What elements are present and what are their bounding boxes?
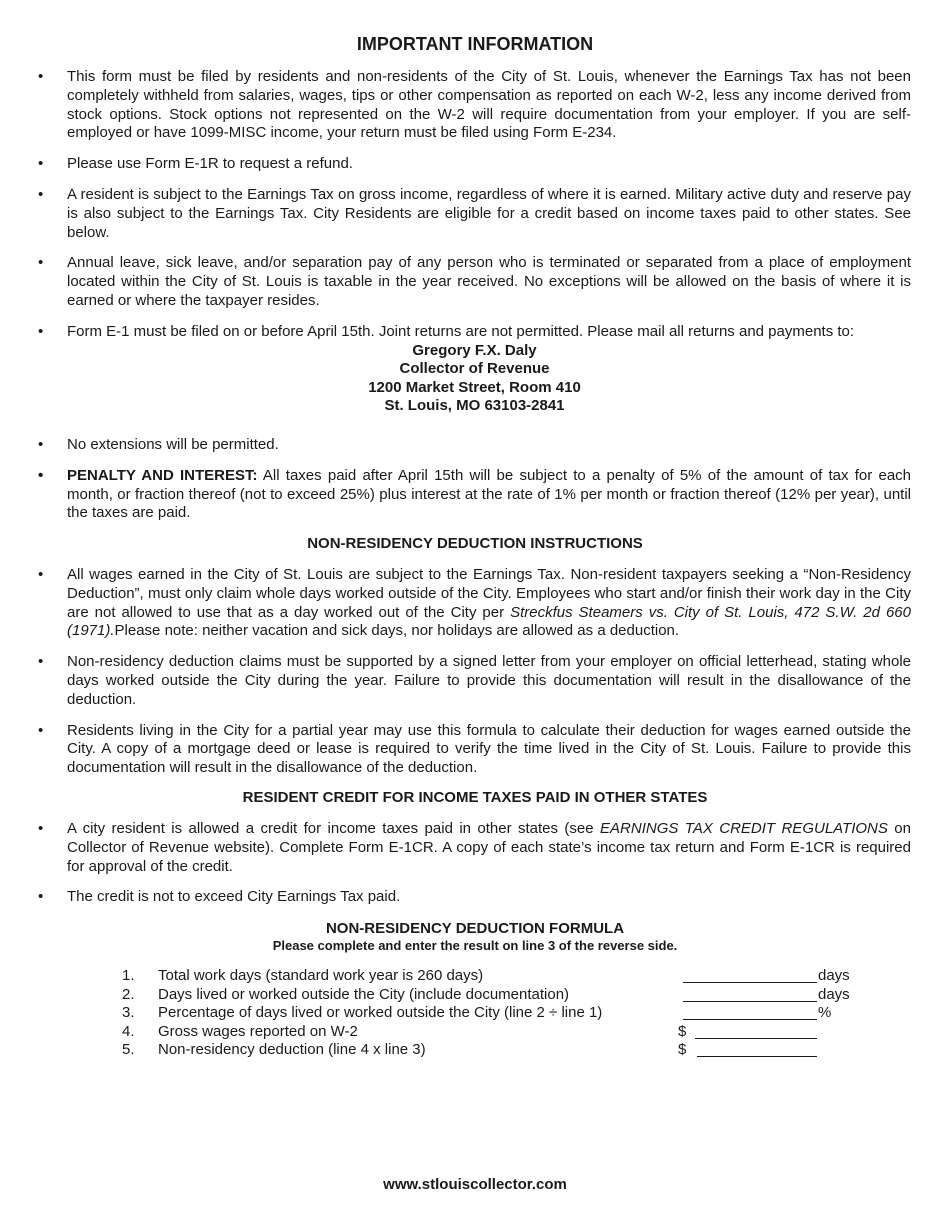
list-item — [38, 888, 911, 907]
list-item — [38, 820, 911, 876]
bullet-icon: • — [38, 322, 44, 340]
list-item — [38, 467, 911, 523]
list-item — [38, 436, 911, 455]
row-number: 1. — [122, 967, 135, 984]
bullet-icon: • — [38, 566, 44, 583]
gross-wages-field[interactable] — [695, 1038, 817, 1039]
row-number: 3. — [122, 1004, 135, 1022]
list-item-text: The credit is not to exceed City Earnings Tax paid. — [67, 888, 401, 906]
address-line: Collector of Revenue — [399, 360, 550, 378]
row-number: 2. — [122, 985, 135, 1003]
list-item-text: A city resident is allowed a credit for income taxes paid in other states (see — [67, 820, 601, 837]
footer-url: www.stlouiscollector.com — [383, 1176, 567, 1193]
nonresidency-deduction-field[interactable] — [697, 1056, 817, 1057]
days-outside-field[interactable] — [683, 1001, 817, 1002]
row-label: Gross wages reported on W-2 — [158, 1022, 358, 1040]
row-number: 5. — [122, 1041, 135, 1059]
extension-penalty-list — [38, 436, 911, 523]
row-unit: % — [818, 1004, 832, 1022]
list-item-text: No extensions will be permitted. — [67, 436, 279, 453]
list-item — [38, 254, 911, 310]
bullet-icon: • — [38, 254, 44, 272]
list-item — [38, 323, 911, 416]
section-heading: RESIDENT CREDIT FOR INCOME TAXES PAID IN OTHER STATES — [242, 789, 708, 806]
formula-row — [122, 967, 862, 986]
formula-row — [122, 1041, 862, 1060]
total-work-days-field[interactable] — [683, 982, 817, 983]
list-item — [38, 722, 911, 778]
section-heading: NON-RESIDENCY DEDUCTION INSTRUCTIONS — [307, 535, 643, 552]
percentage-field[interactable] — [683, 1019, 817, 1020]
list-item-text: This form must be filed by residents and non-residents of the City of St. Louis, whenever the Earnings Tax has not been completely withheld from salaries, wages, tips or other compensation as reported on each W-2, less any income derived from stock options. Stock options not represented on the W-2 will require documentation from your employer. If you are self-employed or have 1099-MISC income, your return must be filed using Form E-234. — [67, 68, 911, 142]
row-unit: days — [818, 967, 850, 984]
bullet-icon: • — [38, 68, 44, 85]
list-item-text: All wages earned in the City of St. Louis are subject to the Earnings Tax. Non-resident taxpayers seeking a “Non-Residency Deduction”, must only claim whole days worked outside of the City. Employees who start and/or finish their work day in the City are not allowed to use that as a day worked out of the City per — [67, 566, 911, 621]
list-item-text: Please use Form E-1R to request a refund. — [67, 155, 353, 173]
regulation-reference: EARNINGS TAX CREDIT REGULATIONS — [600, 820, 888, 837]
row-label: Days lived or worked outside the City (include documentation) — [158, 985, 570, 1003]
row-label: Non-residency deduction (line 4 x line 3) — [158, 1041, 426, 1059]
list-item-text: Form E-1 must be filed on or before April 15th. Joint returns are not permitted. Please mail all returns and payments to: — [67, 322, 855, 340]
important-info-list — [38, 68, 911, 428]
address-line: 1200 Market Street, Room 410 — [368, 378, 581, 396]
list-item-text: Residents living in the City for a partial year may use this formula to calculate their deduction for wages earned outside the City. A copy of a mortgage deed or lease is required to verify the time lived in the City of St. Louis. Failure to provide this documentation will result in the disallowance of the deduction. — [67, 721, 911, 777]
case-citation: Streckfus Steamers vs. City of St. Louis, 472 S.W. 2d 660 (1971). — [67, 603, 911, 640]
formula-row — [122, 986, 862, 1005]
formula-heading: NON-RESIDENCY DEDUCTION FORMULA — [325, 920, 625, 937]
row-label: Percentage of days lived or worked outside the City (line 2 ÷ line 1) — [158, 1004, 603, 1022]
bullet-icon: • — [38, 185, 44, 203]
formula-subheading: Please complete and enter the result on line 3 of the reverse side. — [272, 938, 678, 953]
bullet-icon: • — [38, 653, 44, 671]
list-item-text: Annual leave, sick leave, and/or separation pay of any person who is terminated or separated from a place of employment located within the City of St. Louis is taxable in the year received. No exceptions will be allowed on the basis of where it is earned or where the taxpayer resides. — [67, 254, 911, 309]
list-item — [38, 653, 911, 709]
list-item — [38, 155, 911, 174]
address-line: Gregory F.X. Daly — [412, 341, 537, 359]
row-prefix: $ — [678, 1041, 687, 1059]
formula-row — [122, 1004, 862, 1023]
formula-table — [122, 967, 862, 1060]
row-label: Total work days (standard work year is 260 days) — [158, 967, 484, 984]
bullet-icon: • — [38, 888, 44, 906]
bullet-icon: • — [38, 155, 44, 173]
list-item — [38, 566, 911, 641]
formula-row — [122, 1023, 862, 1042]
nonresidency-list — [38, 566, 911, 778]
list-item-text: Non-residency deduction claims must be supported by a signed letter from your employer on official letterhead, stating whole days worked outside the City during the year. Failure to provide this documentation will result in the disallowance of the deduction. — [67, 653, 911, 708]
address-line: St. Louis, MO 63103-2841 — [384, 397, 565, 415]
list-item-text: on Collector of Revenue website). Complete Form E-1CR. A copy of each state’s income tax return and Form E-1CR is required for approval of the credit. — [67, 820, 911, 875]
row-unit: days — [818, 985, 850, 1003]
mailing-address — [38, 342, 911, 416]
page-title: IMPORTANT INFORMATION — [356, 34, 594, 54]
row-prefix: $ — [678, 1022, 687, 1040]
list-item-text: A resident is subject to the Earnings Tax on gross income, regardless of where it is earned. Military active duty and reserve pay is also subject to the Earnings Tax. City Residents are eligible for a credit based on income taxes paid to other states. See below. — [67, 185, 911, 241]
list-item — [38, 68, 911, 143]
bullet-icon: • — [38, 436, 44, 453]
row-number: 4. — [122, 1022, 135, 1040]
bullet-icon: • — [38, 466, 44, 484]
bullet-icon: • — [38, 820, 44, 837]
penalty-text: All taxes paid after April 15th will be subject to a penalty of 5% of the amount of tax for each month, or fraction thereof (not to exceed 25%) plus interest at the rate of 1% per month or fraction thereof (12% per year), until the taxes are paid. — [67, 466, 911, 522]
credit-list — [38, 820, 911, 907]
list-item-text: Please note: neither vacation and sick days, nor holidays are allowed as a deduction. — [114, 622, 680, 640]
bullet-icon: • — [38, 721, 44, 739]
penalty-label: PENALTY AND INTEREST: — [67, 466, 258, 484]
list-item — [38, 186, 911, 242]
